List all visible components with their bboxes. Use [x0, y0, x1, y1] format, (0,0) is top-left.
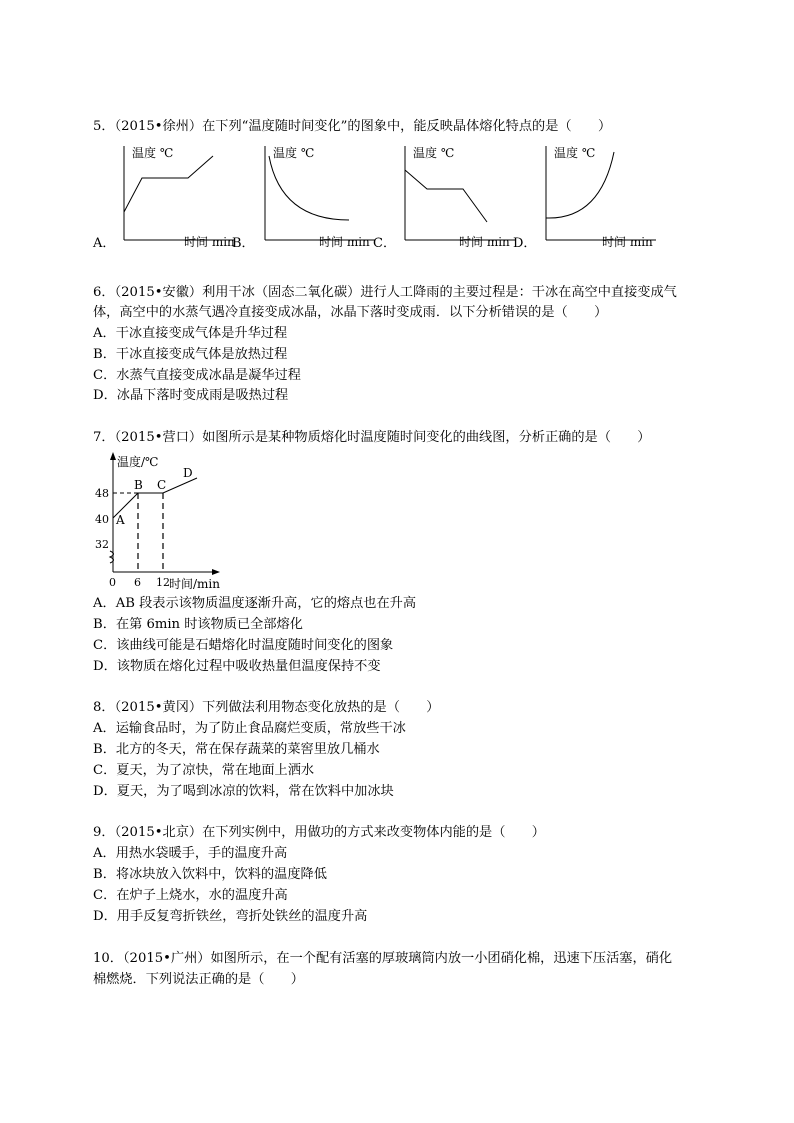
- q5-graph-c: [389, 142, 519, 250]
- q7-graph: [90, 450, 250, 592]
- q7-option-b[interactable]: B．在第 6min 时该物质已全部熔化: [93, 617, 303, 632]
- q7-point-c: C: [157, 478, 167, 492]
- q5-option-c[interactable]: C．: [373, 236, 396, 251]
- q5-graph-d: [530, 142, 660, 250]
- q5-c-xlabel: 时间 min: [459, 235, 510, 249]
- q5-d-ylabel: 温度 ℃: [554, 146, 596, 160]
- q5-c-ylabel: 温度 ℃: [413, 146, 455, 160]
- q7-option-c[interactable]: C．该曲线可能是石蜡熔化时温度随时间变化的图象: [93, 638, 394, 653]
- q7-stem: 7．（2015•营口）如图所示是某种物质熔化时温度随时间变化的曲线图，分析正确的是（ ）: [93, 430, 651, 445]
- q8-option-d[interactable]: D．夏天，为了喝到冰凉的饮料，常在饮料中加冰块: [93, 784, 394, 799]
- q6-option-a[interactable]: A．干冰直接变成气体是升华过程: [93, 326, 288, 341]
- q7-xtick-0: 0: [109, 576, 116, 589]
- q7-option-d[interactable]: D．该物质在熔化过程中吸收热量但温度保持不变: [93, 659, 381, 674]
- q9-option-c[interactable]: C．在炉子上烧水，水的温度升高: [93, 888, 288, 903]
- q6-option-d[interactable]: D．冰晶下落时变成雨是吸热过程: [93, 388, 289, 403]
- q9-option-a[interactable]: A．用热水袋暖手，手的温度升高: [93, 846, 288, 861]
- q9-stem: 9．（2015•北京）在下列实例中，用做功的方式来改变物体内能的是（ ）: [93, 825, 545, 840]
- q5-a-ylabel: 温度 ℃: [132, 146, 174, 160]
- q5-a-xlabel: 时间 min: [184, 235, 235, 249]
- q6-stem-line1: 6．（2015•安徽）利用干冰（固态二氧化碳）进行人工降雨的主要过程是：干冰在高空中直接变成气: [93, 285, 677, 300]
- q5-b-xlabel: 时间 min: [319, 235, 370, 249]
- q8-option-a[interactable]: A．运输食品时，为了防止食品腐烂变质，常放些干冰: [93, 721, 406, 736]
- q5-graph-a: [108, 142, 238, 250]
- q9-option-b[interactable]: B．将冰块放入饮料中，饮料的温度降低: [93, 867, 327, 882]
- q5-d-xlabel: 时间 min: [602, 235, 653, 249]
- q7-point-b: B: [134, 478, 143, 492]
- q7-xtick-6: 6: [134, 576, 141, 589]
- q7-ytick-40: 40: [95, 513, 109, 526]
- q6-option-c[interactable]: C．水蒸气直接变成冰晶是凝华过程: [93, 368, 301, 383]
- q5-option-a[interactable]: A．: [93, 236, 116, 251]
- q5-option-b[interactable]: B．: [232, 236, 255, 251]
- q7-ytick-48: 48: [95, 487, 109, 500]
- q7-point-a: A: [116, 513, 125, 527]
- q8-option-b[interactable]: B．北方的冬天，常在保存蔬菜的菜窖里放几桶水: [93, 742, 380, 757]
- q5-graph-b: [249, 142, 379, 250]
- q8-stem: 8．（2015•黄冈）下列做法利用物态变化放热的是（ ）: [93, 700, 440, 715]
- q9-option-d[interactable]: D．用手反复弯折铁丝，弯折处铁丝的温度升高: [93, 909, 368, 924]
- q7-ylabel: 温度/℃: [117, 455, 159, 469]
- q7-xtick-12: 12: [156, 576, 170, 589]
- q8-option-c[interactable]: C．夏天，为了凉快，常在地面上洒水: [93, 763, 315, 778]
- q5-b-ylabel: 温度 ℃: [273, 146, 315, 160]
- q10-stem-line1: 10．（2015•广州）如图所示，在一个配有活塞的厚玻璃筒内放一小团硝化棉，迅速下压活塞，硝化: [93, 951, 673, 966]
- q6-stem-line2: 体，高空中的水蒸气遇冷直接变成冰晶，冰晶下落时变成雨．以下分析错误的是（ ）: [93, 305, 608, 320]
- q7-point-d: D: [183, 466, 193, 480]
- q7-option-a[interactable]: A．AB 段表示该物质温度逐渐升高，它的熔点也在升高: [93, 596, 417, 611]
- q5-stem: 5．（2015•徐州）在下列“温度随时间变化”的图象中，能反映晶体熔化特点的是（ ）: [93, 119, 612, 134]
- q7-xlabel: 时间/min: [169, 577, 220, 591]
- q6-option-b[interactable]: B．干冰直接变成气体是放热过程: [93, 347, 288, 362]
- q7-ytick-32: 32: [95, 538, 109, 551]
- q5-option-d[interactable]: D．: [513, 236, 537, 251]
- q10-stem-line2: 棉燃烧．下列说法正确的是（ ）: [93, 972, 304, 987]
